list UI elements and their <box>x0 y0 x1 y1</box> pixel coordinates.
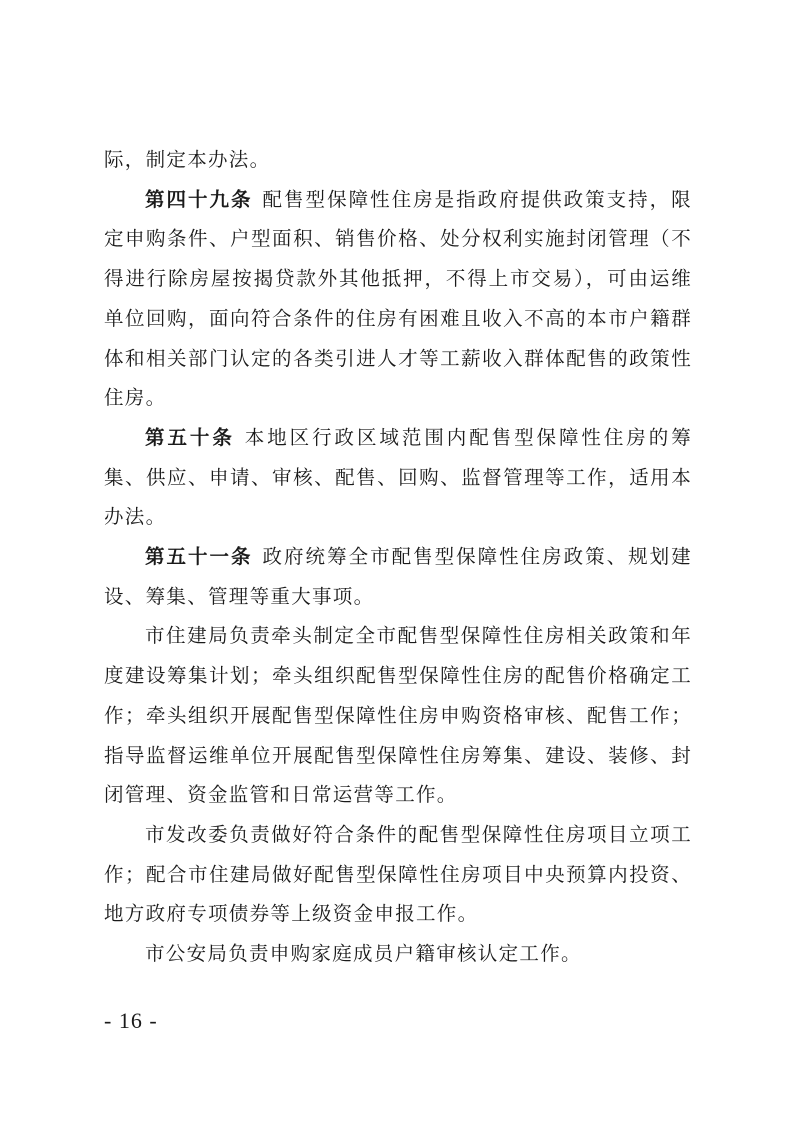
article-text: 配售型保障性住房是指政府提供政策支持，限定申购条件、户型面积、销售价格、处分权利实施封闭管理（不得进行除房屋按揭贷款外其他抵押，不得上市交易），可由运维单位回购，面向符合条件的住房有困难且收入不高的本市户籍群体和相关部门认定的各类引进人才等工薪收入群体配售的政策性住房。 <box>104 187 692 410</box>
article-text: 本地区行政区域范围内配售型保障性住房的筹集、供应、申请、审核、配售、回购、监督管理等工作，适用本办法。 <box>104 425 692 529</box>
article-49 <box>104 180 692 418</box>
paragraph-continuation <box>104 140 692 180</box>
paragraph-text: 市公安局负责申购家庭成员户籍审核认定工作。 <box>145 942 582 966</box>
paragraph-development-commission <box>104 815 692 934</box>
paragraph-public-security <box>104 934 692 974</box>
paragraph-housing-bureau <box>104 616 692 815</box>
article-text: 政府统筹全市配售型保障性住房政策、规划建设、筹集、管理等重大事项。 <box>104 545 692 608</box>
article-heading: 第四十九条 <box>145 187 253 211</box>
paragraph-text: 市住建局负责牵头制定全市配售型保障性住房相关政策和年度建设筹集计划；牵头组织配售型保障性住房的配售价格确定工作；牵头组织开展配售型保障性住房申购资格审核、配售工作；指导监督运维单位开展配售型保障性住房筹集、建设、装修、封闭管理、资金监管和日常运营等工作。 <box>104 624 692 807</box>
article-heading: 第五十一条 <box>145 545 253 569</box>
article-heading: 第五十条 <box>145 425 235 449</box>
paragraph-text: 际，制定本办法。 <box>104 148 271 171</box>
document-body <box>104 140 692 974</box>
page-number: - 16 - <box>104 1008 158 1033</box>
article-50 <box>104 418 692 537</box>
article-51 <box>104 537 692 616</box>
paragraph-text: 市发改委负责做好符合条件的配售型保障性住房项目立项工作；配合市住建局做好配售型保障性住房项目中央预算内投资、地方政府专项债券等上级资金申报工作。 <box>104 822 692 926</box>
